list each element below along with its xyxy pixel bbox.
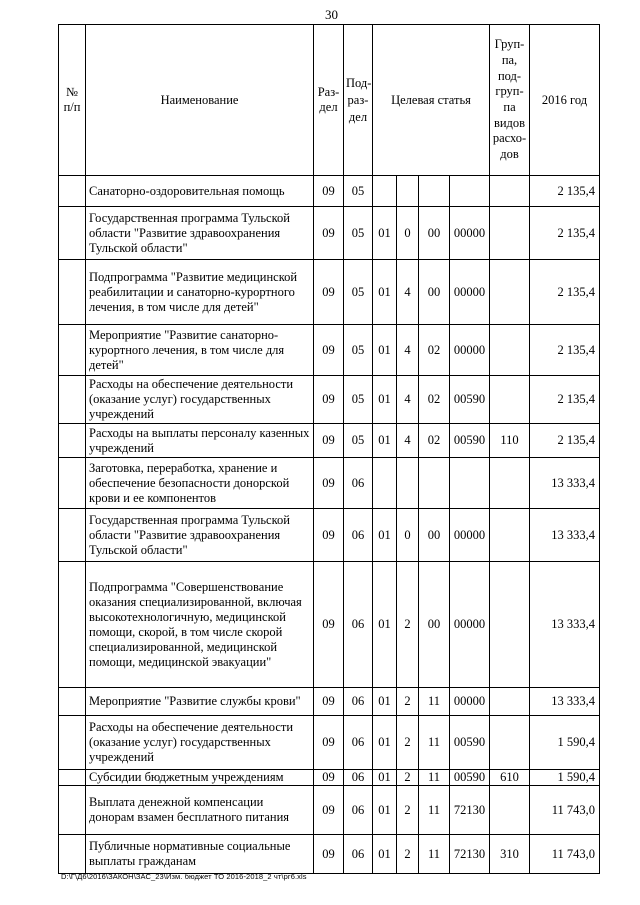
cell-pr: 05 [344,260,373,325]
cell-c3: 00 [419,207,450,260]
cell-amt: 1 590,4 [530,716,600,770]
table-row [59,207,600,260]
cell-pr: 06 [344,770,373,786]
cell-r: 09 [314,376,344,424]
cell-r: 09 [314,260,344,325]
cell-c1: 01 [373,716,397,770]
cell-name: Подпрограмма "Совершенствование оказания специализированной, включая высокотехнологичную, медицинской помощи, скорой, в том числе скорой специализированной, медицинской помощи, медицинской эвакуации" [86,562,314,688]
table-row [59,562,600,688]
cell-amt: 2 135,4 [530,325,600,376]
cell-num [59,325,86,376]
cell-c1: 01 [373,509,397,562]
cell-c4: 00000 [450,260,490,325]
table-row [59,176,600,207]
cell-pr: 06 [344,716,373,770]
cell-c1: 01 [373,260,397,325]
cell-pr: 05 [344,176,373,207]
cell-name: Расходы на обеспечение деятельности (оказание услуг) государственных учреждений [86,716,314,770]
cell-num [59,376,86,424]
cell-amt: 11 743,0 [530,835,600,874]
cell-name: Санаторно-оздоровительная помощь [86,176,314,207]
cell-num [59,458,86,509]
cell-amt: 11 743,0 [530,786,600,835]
cell-c3: 11 [419,688,450,716]
cell-c3: 11 [419,786,450,835]
cell-name: Заготовка, переработка, хранение и обеспечение безопасности донорской крови и ее компонентов [86,458,314,509]
cell-r: 09 [314,688,344,716]
cell-vr [490,716,530,770]
cell-num [59,716,86,770]
cell-c2: 2 [397,688,419,716]
table-row [59,376,600,424]
table-body [59,25,600,874]
cell-num [59,770,86,786]
cell-c2: 2 [397,835,419,874]
table-row [59,835,600,874]
cell-amt: 13 333,4 [530,562,600,688]
cell-c1: 01 [373,562,397,688]
cell-num [59,688,86,716]
file-path: D:\Г\Д6\2016\ЗАКОН\ЗАС_23\Изм. бюджет ТО 2016-2018_2 чт\рг6.xls [61,872,307,881]
cell-c3: 11 [419,770,450,786]
cell-pr: 05 [344,207,373,260]
cell-c3: 02 [419,325,450,376]
cell-c2: 4 [397,376,419,424]
cell-c1 [373,458,397,509]
cell-c3: 02 [419,376,450,424]
cell-c1: 01 [373,376,397,424]
header-name: Наименование [86,25,314,176]
cell-pr: 05 [344,325,373,376]
header-group: Груп-па, под-груп-па видов расхо-дов [490,25,530,176]
header-subsection: Под-раз-дел [344,25,373,176]
cell-num [59,176,86,207]
cell-c1: 01 [373,786,397,835]
cell-amt: 2 135,4 [530,376,600,424]
cell-amt: 2 135,4 [530,424,600,458]
cell-c4: 00590 [450,716,490,770]
cell-c4: 00000 [450,509,490,562]
header-section: Раз-дел [314,25,344,176]
cell-c1: 01 [373,770,397,786]
cell-name: Расходы на обеспечение деятельности (оказание услуг) государственных учреждений [86,376,314,424]
cell-c2 [397,176,419,207]
cell-num [59,424,86,458]
cell-r: 09 [314,207,344,260]
budget-table [58,24,600,874]
cell-num [59,207,86,260]
cell-name: Мероприятие "Развитие службы крови" [86,688,314,716]
cell-name: Мероприятие "Развитие санаторно-курортного лечения, в том числе для детей" [86,325,314,376]
cell-pr: 06 [344,458,373,509]
cell-amt: 13 333,4 [530,458,600,509]
cell-c2: 2 [397,562,419,688]
header-year: 2016 год [530,25,600,176]
cell-name: Публичные нормативные социальные выплаты гражданам [86,835,314,874]
cell-vr [490,509,530,562]
cell-name: Выплата денежной компенсации донорам взамен бесплатного питания [86,786,314,835]
table-row [59,458,600,509]
cell-c4: 00000 [450,562,490,688]
cell-amt: 2 135,4 [530,176,600,207]
cell-c3: 11 [419,835,450,874]
cell-c2: 0 [397,207,419,260]
cell-c1: 01 [373,688,397,716]
cell-c1: 01 [373,424,397,458]
cell-name: Подпрограмма "Развитие медицинской реабилитации и санаторно-курортного лечения, в том числе для детей" [86,260,314,325]
cell-c3: 00 [419,260,450,325]
cell-c4: 00000 [450,325,490,376]
cell-amt: 2 135,4 [530,207,600,260]
cell-vr: 310 [490,835,530,874]
header-target: Целевая статья [373,25,490,176]
table-row [59,716,600,770]
cell-c3 [419,176,450,207]
cell-c4: 72130 [450,786,490,835]
cell-r: 09 [314,716,344,770]
cell-pr: 06 [344,688,373,716]
cell-num [59,562,86,688]
cell-vr [490,562,530,688]
cell-c2: 4 [397,260,419,325]
cell-r: 09 [314,458,344,509]
cell-c4: 00590 [450,424,490,458]
cell-c3 [419,458,450,509]
cell-pr: 06 [344,562,373,688]
table-row [59,509,600,562]
cell-c2: 2 [397,786,419,835]
header-num: № п/п [59,25,86,176]
cell-name: Расходы на выплаты персоналу казенных учреждений [86,424,314,458]
cell-c1: 01 [373,207,397,260]
cell-pr: 05 [344,376,373,424]
cell-vr: 110 [490,424,530,458]
cell-num [59,786,86,835]
cell-vr [490,458,530,509]
cell-c3: 11 [419,716,450,770]
cell-vr [490,376,530,424]
cell-c4: 00000 [450,688,490,716]
cell-vr: 610 [490,770,530,786]
cell-r: 09 [314,786,344,835]
table-row [59,786,600,835]
cell-c3: 00 [419,562,450,688]
cell-vr [490,325,530,376]
cell-vr [490,260,530,325]
cell-c4: 00590 [450,770,490,786]
cell-amt: 13 333,4 [530,688,600,716]
table-row [59,260,600,325]
cell-name: Субсидии бюджетным учреждениям [86,770,314,786]
table-row [59,424,600,458]
cell-c2: 0 [397,509,419,562]
cell-vr [490,688,530,716]
cell-c3: 00 [419,509,450,562]
table-row [59,770,600,786]
cell-c2: 4 [397,325,419,376]
cell-pr: 05 [344,424,373,458]
cell-vr [490,786,530,835]
cell-pr: 06 [344,835,373,874]
cell-pr: 06 [344,786,373,835]
cell-c4 [450,458,490,509]
cell-r: 09 [314,424,344,458]
header-row [59,25,600,176]
cell-r: 09 [314,509,344,562]
cell-amt: 1 590,4 [530,770,600,786]
cell-c2: 2 [397,716,419,770]
cell-r: 09 [314,562,344,688]
table-row [59,325,600,376]
cell-num [59,509,86,562]
cell-name: Государственная программа Тульской области "Развитие здравоохранения Тульской области" [86,207,314,260]
page-number: 30 [325,7,338,22]
cell-amt: 2 135,4 [530,260,600,325]
cell-num [59,260,86,325]
cell-r: 09 [314,835,344,874]
cell-c4 [450,176,490,207]
table-row [59,688,600,716]
cell-vr [490,207,530,260]
cell-c4: 00000 [450,207,490,260]
cell-c4: 72130 [450,835,490,874]
cell-r: 09 [314,770,344,786]
cell-c3: 02 [419,424,450,458]
cell-c1: 01 [373,835,397,874]
cell-c2: 4 [397,424,419,458]
cell-pr: 06 [344,509,373,562]
cell-c1 [373,176,397,207]
cell-r: 09 [314,325,344,376]
cell-r: 09 [314,176,344,207]
cell-name: Государственная программа Тульской области "Развитие здравоохранения Тульской области" [86,509,314,562]
cell-vr [490,176,530,207]
cell-c2: 2 [397,770,419,786]
cell-amt: 13 333,4 [530,509,600,562]
cell-c1: 01 [373,325,397,376]
cell-c2 [397,458,419,509]
cell-num [59,835,86,874]
cell-c4: 00590 [450,376,490,424]
